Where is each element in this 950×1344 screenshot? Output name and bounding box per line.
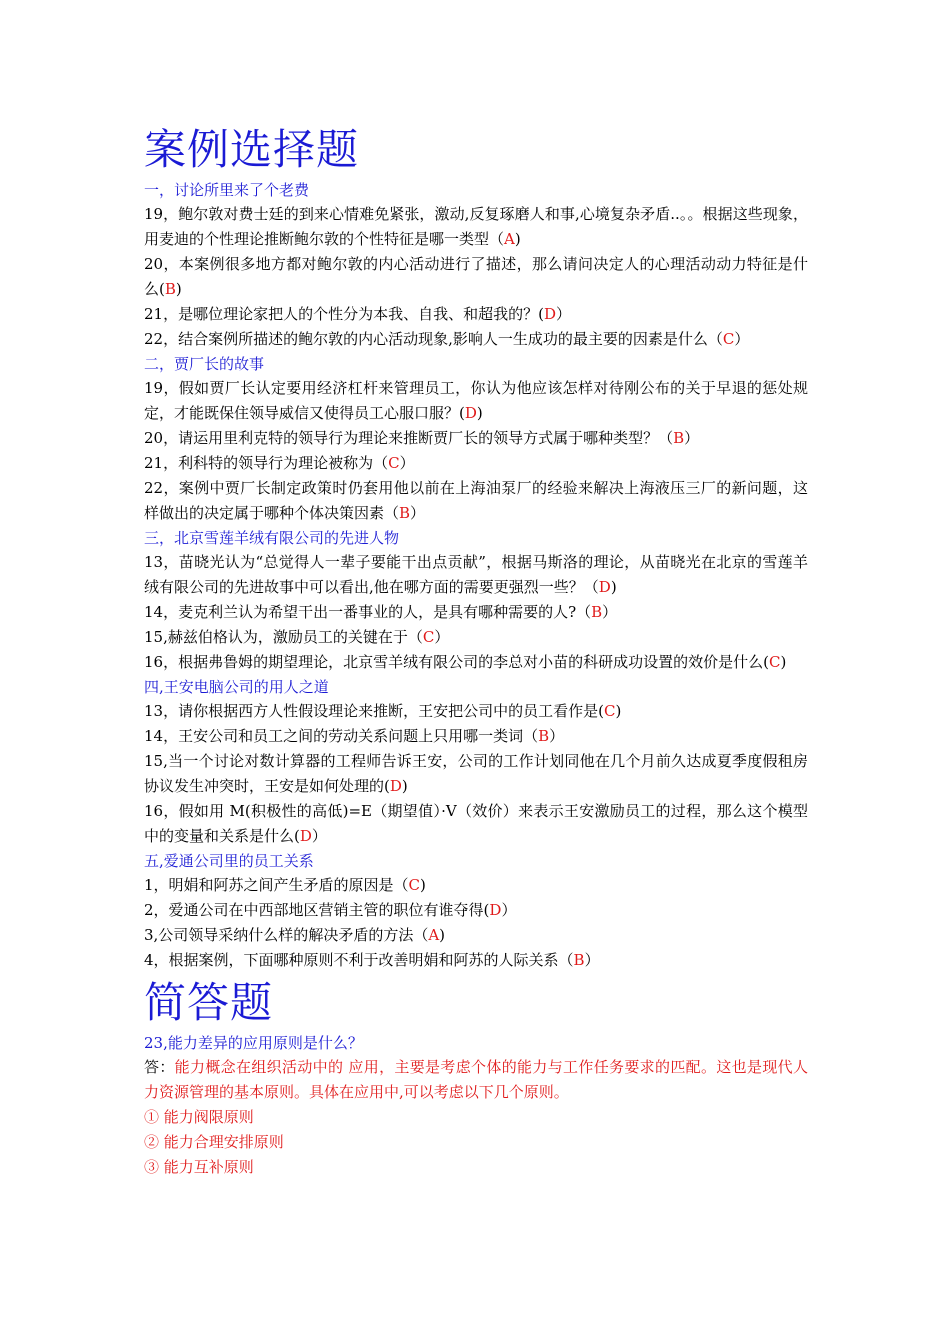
question-text: 19，假如贾厂长认定要用经济杠杆来管理员工，你认为他应该怎样对待刚公布的关于早退的惩处规定，才能既保住领导威信又使得员工心服口服？( (144, 379, 808, 422)
question-close: ） (549, 727, 565, 745)
answer-letter: C (722, 330, 735, 348)
answer-letter: D (464, 404, 477, 422)
question-close: ) (780, 653, 787, 671)
short-answer-text: 能力概念在组织活动中的 应用，主要是考虑个体的能力与工作任务要求的匹配。这也是现代人力资源管理的基本原则。具体在应用中,可以考虑以下几个原则。 (144, 1058, 808, 1101)
question-item (144, 749, 808, 799)
answer-letter: B (164, 280, 176, 298)
question-close: ） (734, 330, 750, 348)
question-item (144, 202, 808, 252)
question-close: ) (610, 578, 617, 596)
answer-letter: A (428, 926, 440, 944)
question-close: ） (501, 901, 517, 919)
question-item (144, 600, 808, 625)
answer-letter: C (768, 653, 781, 671)
question-text: 15,当一个讨论对数计算器的工程师告诉王安，公司的工作计划同他在几个月前久达成夏季度假租房协议发生冲突时，王安是如何处理的( (144, 752, 808, 795)
section-heading: 二，贾厂长的故事 (144, 355, 265, 373)
question-close: ) (175, 280, 182, 298)
answer-letter: C (603, 702, 616, 720)
question-close: ) (401, 777, 408, 795)
question-text: 15,赫兹伯格认为，激励员工的关键在于（ (144, 628, 423, 646)
answer-letter: C (408, 876, 421, 894)
section-heading: 三，北京雪莲羊绒有限公司的先进人物 (144, 529, 400, 547)
document-page (144, 122, 808, 1180)
question-text: 16，假如用 M(积极性的高低)=E（期望值）·V（效价）来表示王安激励员工的过程，那么这个模型中的变量和关系是什么( (144, 802, 808, 845)
question-item (144, 799, 808, 849)
question-text: 20，本案例很多地方都对鲍尔敦的内心活动进行了描述，那么请问决定人的心理活动动力特征是什么( (144, 255, 808, 298)
question-close: ) (439, 926, 446, 944)
question-item (144, 923, 808, 948)
question-item (144, 476, 808, 526)
answer-letter: D (489, 901, 502, 919)
question-text: 16，根据弗鲁姆的期望理论，北京雪羊绒有限公司的李总对小苗的科研成功设置的效价是什么( (144, 653, 769, 671)
question-text: 14，王安公司和员工之间的劳动关系问题上只用哪一类词（ (144, 727, 539, 745)
answer-letter: C (388, 454, 400, 472)
case-sections (144, 178, 808, 973)
question-item (144, 252, 808, 302)
question-item (144, 451, 808, 476)
answer-letter: B (591, 603, 603, 621)
question-text: 2，爱通公司在中西部地区营销主管的职位有谁夺得( (144, 901, 490, 919)
question-item (144, 873, 808, 898)
question-text: 3,公司领导采纳什么样的解决矛盾的方法（ (144, 926, 429, 944)
question-close: ） (602, 603, 618, 621)
question-item (144, 550, 808, 600)
question-text: 13，苗晓光认为“总觉得人一辈子要能干出点贡献”，根据马斯洛的理论，从苗晓光在北京的雪莲羊绒有限公司的先进故事中可以看出,他在哪方面的需要更强烈一些？（ (144, 553, 808, 596)
question-text: 1，明娟和阿苏之间产生矛盾的原因是（ (144, 876, 409, 894)
question-close: ） (434, 628, 450, 646)
question-item (144, 650, 808, 675)
answer-letter: B (538, 727, 550, 745)
question-item (144, 302, 808, 327)
question-item (144, 898, 808, 923)
section-heading: 四,王安电脑公司的用人之道 (144, 678, 329, 696)
question-text: 22，案例中贾厂长制定政策时仍套用他以前在上海油泵厂的经验来解决上海液压三厂的新问题，这样做出的决定属于哪种个体决策因素（ (144, 479, 808, 522)
principle-item: ③ 能力互补原则 (144, 1158, 254, 1176)
principle-item: ① 能力阀限原则 (144, 1108, 254, 1126)
answer-letter: D (389, 777, 402, 795)
question-item (144, 948, 808, 973)
question-text: 21，是哪位理论家把人的个性分为本我、自我、和超我的？( (144, 305, 544, 323)
question-close: ） (399, 454, 415, 472)
question-text: 22，结合案例所描述的鲍尔敦的内心活动现象,影响人一生成功的最主要的因素是什么（ (144, 330, 723, 348)
answer-letter: D (598, 578, 611, 596)
question-item (144, 426, 808, 451)
question-close: ） (684, 429, 700, 447)
question-close: ) (514, 230, 521, 248)
question-close: ） (410, 504, 426, 522)
question-item (144, 699, 808, 724)
question-text: 14，麦克利兰认为希望干出一番事业的人，是具有哪种需要的人?（ (144, 603, 592, 621)
question-text: 13，请你根据西方人性假设理论来推断，王安把公司中的员工看作是( (144, 702, 604, 720)
question-close: ） (584, 951, 600, 969)
answer-letter: A (504, 230, 515, 248)
question-item (144, 625, 808, 650)
section-heading: 一，讨论所里来了个老费 (144, 181, 310, 199)
answer-letter: B (673, 429, 685, 447)
short-question: 23,能力差异的应用原则是什么？ (144, 1034, 363, 1052)
question-close: ） (311, 827, 327, 845)
section-heading: 五,爱通公司里的员工关系 (144, 852, 314, 870)
question-close: ) (615, 702, 622, 720)
question-text: 4，根据案例，下面哪种原则不利于改善明娟和阿苏的人际关系（ (144, 951, 574, 969)
question-close: ) (420, 876, 426, 894)
question-close: ） (555, 305, 571, 323)
question-item (144, 376, 808, 426)
case-choice-title: 案例选择题 (144, 125, 360, 174)
question-text: 20，请运用里利克特的领导行为理论来推断贾厂长的领导方式属于哪种类型？（ (144, 429, 674, 447)
question-text: 21，利科特的领导行为理论被称为（ (144, 454, 389, 472)
answer-letter: B (399, 504, 411, 522)
question-item (144, 327, 808, 352)
principles-list (144, 1105, 808, 1180)
principle-item: ② 能力合理安排原则 (144, 1133, 284, 1151)
answer-letter: C (422, 628, 435, 646)
answer-letter: D (543, 305, 556, 323)
short-answer (144, 1055, 808, 1105)
question-text: 19，鲍尔敦对费士廷的到来心情难免紧张，激动,反复琢磨人和事,心境复杂矛盾..。。根据这些现象，用麦迪的个性理论推断鲍尔敦的个性特征是哪一类型（ (144, 205, 808, 248)
question-item (144, 724, 808, 749)
short-answer-prefix: 答： (144, 1058, 175, 1076)
short-answer-title: 简答题 (144, 978, 274, 1027)
answer-letter: D (299, 827, 312, 845)
question-close: ) (476, 404, 483, 422)
answer-letter: B (573, 951, 585, 969)
